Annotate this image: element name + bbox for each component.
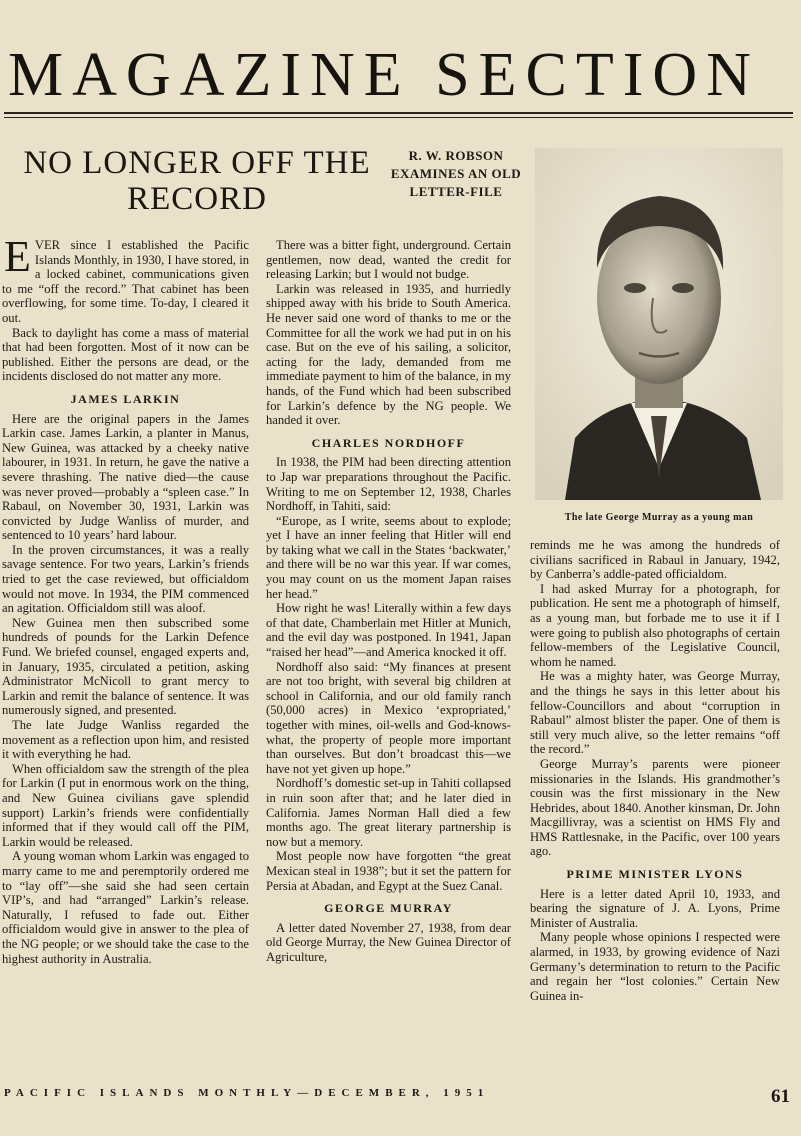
paragraph: He was a mighty hater, was George Murray, and the things he says in this letter about his fellow-Councillors and about “corruption in Rabaul” almost blister the paper. One of them is still very much alive, so the letter remains “off the record.” xyxy=(530,669,780,757)
paragraph: Many people whose opinions I respected were alarmed, in 1933, by growing evidence of Nazi Germany’s determination to return to the Pacific and regain her “lost colonies.” Certain New Guinea in- xyxy=(530,930,780,1003)
paragraph: reminds me he was among the hundreds of civilians sacrificed in Rabaul in January, 1942, by Canberra’s addle-pated officialdom. xyxy=(530,538,780,582)
paragraph: Here is a letter dated April 10, 1933, and bearing the signature of J. A. Lyons, Prime Minister of Australia. xyxy=(530,886,780,930)
paragraph: How right he was! Literally within a few days of that date, Chamberlain met Hitler at Munich, and the evil day was postponed. In 1941, Japan “raised her head”—and America knocked it off. xyxy=(266,601,511,660)
paragraph: The late Judge Wanliss regarded the movement as a reflection upon him, and resisted it with everything he had. xyxy=(2,718,249,762)
section-heading-murray: GEORGE MURRAY xyxy=(324,901,453,916)
paragraph: A young woman whom Larkin was engaged to marry came to me and peremptorily ordered me to “lay off”—she said she had seen certain VIP’s, and had “arranged” Larkin’s release. Naturally, I refused to fade out. Either officialdom would give in answer to the plea of the NG people; or we should take the case to the highest authority in Australia. xyxy=(2,849,249,966)
text-column-1 xyxy=(2,238,249,1072)
page-footer: PACIFIC ISLANDS MONTHLY—DECEMBER, 1951 xyxy=(4,1087,490,1099)
paragraph: A letter dated November 27, 1938, from dear old George Murray, the New Guinea Director of Agriculture, xyxy=(266,920,511,964)
masthead: MAGAZINE SECTION xyxy=(8,41,760,109)
paragraph: “Europe, as I write, seems about to explode; yet I have an inner feeling that Hitler will end by taking what we call in the States ‘backwater,’ and there will be no war this year. If war comes, you may count on us the moment Japan raises her head.” xyxy=(266,513,511,601)
paragraph: When officialdom saw the strength of the plea for Larkin (I put in enormous work on the thing, and New Guinea civilians gave splendid support) Larkin’s friends were confidentially informed that if they would call off the PIM, Larkin would be released. xyxy=(2,761,249,849)
paragraph: Nordhoff’s domestic set-up in Tahiti collapsed in ruin soon after that; and he later died in California. James Norman Hall died a few months ago. The great literary partnership is now but a memory. xyxy=(266,776,511,849)
paragraph: Larkin was released in 1935, and hurriedly shipped away with his bride to South America. He never said one word of thanks to me or the Committee for all the work we had put in on his case. But on the eve of his sailing, a solicitor, acting for the lady, demanded from me immediate payment to him of the balance, in my hands, of the Fund which had been subscribed for Larkin’s defence by the NG people. We handed it over. xyxy=(266,281,511,428)
intro-paragraph: EVER since I established the Pacific Islands Monthly, in 1930, I have stored, in a locked cabinet, communications given to me “off the record.” That cabinet has been overflowing, for some time. To-day, I cleared it out. xyxy=(2,238,249,325)
photo-caption: The late George Murray as a young man xyxy=(564,512,754,523)
paragraph: In 1938, the PIM had been directing attention to Jap war preparations throughout the Pacific. Writing to me on September 12, 1938, Charles Nordhoff, in Tahiti, said: xyxy=(266,455,511,514)
text-column-2 xyxy=(266,238,511,1072)
paragraph: Here are the original papers in the James Larkin case. James Larkin, a planter in Manus, New Guinea, was attacked by a cheeky native labourer, in 1931. In return, he gave the native a severe thrashing. The native died—the cause was never proved—probably a “spleen case.” In Rabaul, on November 30, 1931, Larkin was convicted by Judge Wanliss of murder, and sentenced to 10 years’ hard labour. xyxy=(2,411,249,543)
text-column-3 xyxy=(530,538,780,1072)
paragraph: Most people now have forgotten “the great Mexican steal in 1938”; but it set the pattern for Persia at Abadan, and Egypt at the Suez Canal. xyxy=(266,849,511,893)
paragraph: New Guinea men then subscribed some hundreds of pounds for the Larkin Defence Fund. We briefed counsel, engaged experts and, in January, 1935, circulated a petition, asking Administrator McNicoll to grant mercy to Larkin and remit the balance of sentence. It was numerously signed, and presented. xyxy=(2,615,249,718)
paragraph: George Murray’s parents were pioneer missionaries in the Islands. His grandmother’s cousin was the first missionary in the New Hebrides, about 1840. Another kinsman, Dr. John Macgillivray, was a scientist on HMS Fly and HMS Rattlesnake, in the Pacific, over 100 years ago. xyxy=(530,756,780,859)
portrait-photo xyxy=(535,148,783,500)
section-heading-lyons: PRIME MINISTER LYONS xyxy=(566,867,744,882)
section-heading-larkin: JAMES LARKIN xyxy=(70,391,181,406)
paragraph: I had asked Murray for a photograph, for publication. He sent me a photograph of himself, as a young man, but forbade me to use it if I were going to publish also photographs of certain fellow-members of the Legislative Council, whom he named. xyxy=(530,581,780,669)
paragraph: Nordhoff also said: “My finances at present are not too bright, with several big children at school in California, and our old family ranch (50,000 acres) in Mexico ‘expropriated,’ together with mines, oil-wells and God-knows-what, the property of people more important than ourselves. But don’t broadcast this—we have not yet given up hope.” xyxy=(266,659,511,776)
article-headline: NO LONGER OFF THE RECORD xyxy=(23,145,371,217)
paragraph: Back to daylight has come a mass of material that had been forgotten. Most of it now can be published. Either the persons are dead, or the incidents disclosed do not matter any more. xyxy=(2,325,249,384)
paragraph: There was a bitter fight, underground. Certain gentlemen, now dead, wanted the credit for releasing Larkin; but I would not budge. xyxy=(266,238,511,282)
article-byline: R. W. ROBSON EXAMINES AN OLD LETTER-FILE xyxy=(390,148,522,199)
page-number: 61 xyxy=(771,1086,790,1107)
portrait-image xyxy=(535,148,783,500)
paragraph: In the proven circumstances, it was a really savage sentence. For two years, Larkin’s friends tried to get the case reviewed, but officialdom would not move. In 1934, the PIM commenced an agitation. Officialdom still was aloof. xyxy=(2,542,249,616)
masthead-rule xyxy=(4,112,793,114)
masthead-rule-thin xyxy=(4,117,793,118)
drop-cap: E xyxy=(4,238,31,281)
section-heading-nordhoff: CHARLES NORDHOFF xyxy=(311,435,466,450)
